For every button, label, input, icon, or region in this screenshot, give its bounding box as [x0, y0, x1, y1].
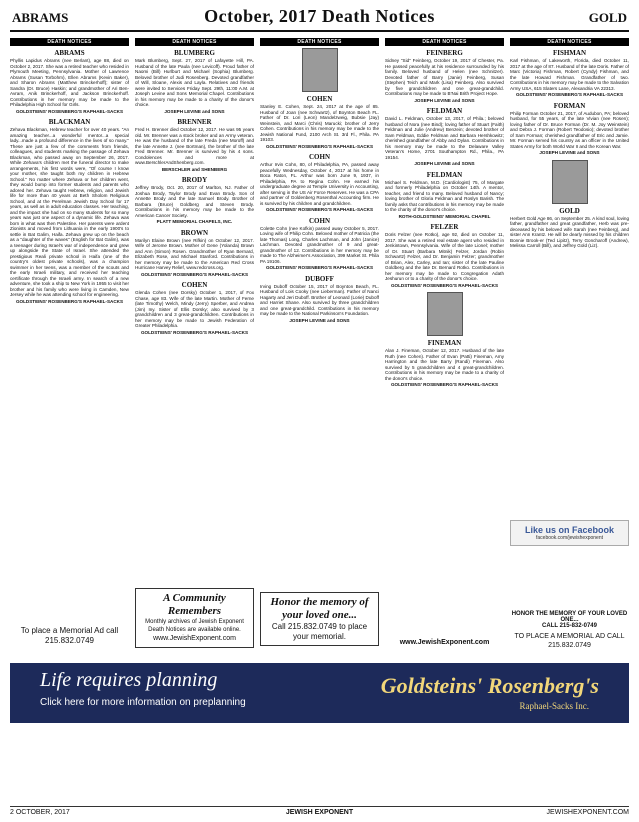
obituary-surname: FELDMAN [426, 107, 463, 115]
column-5 [510, 38, 629, 652]
obituary-text: Stanley E. Cohen, Sept. 24, 2017 at the age of 85. Husband of Joan (nee Schwartz), of Boynton Beach FL. Father of Dr. Lori (Leon) Mandelzweig, Bubsie (Jay) Weinstein, and Marci (Chris) Marucki; brother of Jerry Cohen. Contributions in his memory may be made to the Jewish National Fund, 2100 Arch St. 3rd Fl., Phila. PA 19103. [260, 104, 379, 142]
obituary-text: Karl Fishman, of Lakeworth, Florida, died October 11, 2017 at the age of 87. Husband of the late Doris. Father of Marc (Victoria) Fishman, Robert (Cyndy) Fishman, and the late Howard Fishman. Grandfather of two. Contributions in his memory may be made to the Salvation Army USA, 615 Slaters Lane, Alexandria VA 22313. [510, 58, 629, 91]
obituary-surname: COHN [309, 153, 330, 161]
footer-publication: JEWISH EXPONENT [285, 809, 354, 816]
column-2 [135, 38, 254, 652]
obituary-surname: FISHMAN [552, 49, 587, 57]
obituary [135, 118, 254, 172]
obituary [135, 176, 254, 225]
portrait-photo [552, 160, 588, 204]
obituary-surname: BLACKMAN [48, 118, 91, 126]
obituary-surname: COHN [309, 216, 330, 225]
memorial-ad: To place a Memorial Ad call 215.832.0749 [20, 626, 119, 645]
funeral-home: JOSEPH LEVINE and SONS [289, 317, 350, 323]
obituary-text: Zehava Blackman, Hebrew teacher for over 40 years. "An amazing teacher...a wonderful mentor...a special lady...made a profound difference in the lives of so many." These are just a few of the comments from friends, colleagues, and students marking the passage of Zehava Blackman, who passed away on September 26, 2017. While Zehava's children met the funeral director to make arrangements, his first words were, "Of course I know your mother, she taught both my children in Hebrew School." No matter where Zehava or her children went, they would bump into former students and parents who adored her. Zehava taught Hebrew, religion, and Jewish life for more than 40 years at Beth Sholom Religious School, and at the Perelman Jewish Day School for 17 years, as well as in adult education classes. Her teaching, and the impact she had on so many students for so many years was just one aspect of a dynamic life. Zehava was born in what was then Palestine. Her parents were ardent Zionists and moved from Lithuania in the early 1900's to settle in Bat Galim, Haifa. Zehava grew up on the beach as a "daughter of the waves" (English for Bat Galim), was a teenager during Israel's war of independence and grew up alongside the State of Israel. She attended the prestigious Reali private school in Haifa (one of the country's oldest private schools), was a champion swimmer in her teens, was a member of the scouts and the early Israeli military, and received her teaching certificate through the Israeli army. In search of a new adventure, she took a ship to New York in 1955 to visit her brother and his family who were living in Camden, New Jersey while he was attending school for engineering. [10, 127, 129, 297]
funeral-home-logo: Goldsteins' Rosenberg's [380, 673, 599, 698]
community-remembers-ad[interactable] [135, 588, 254, 648]
column-3 [260, 38, 379, 652]
page-footer [10, 806, 629, 819]
obituary-list [10, 49, 129, 304]
column-4 [385, 38, 504, 652]
obituary [510, 160, 629, 249]
obituary-surname: FINEMAN [427, 339, 462, 347]
obituary-text: Irving Duboff October 15, 2017 of Boynton Beach, FL. Husband of Lois Cooky (nee Lieberman). Father of Nanci Hagarty and Jeri Duboff. Brother of Leonard (Lorie) Duboff and Harriet Shane. Also survived by three grandchildren and one great-grandchild. Contributions in his memory may be made to the National Parkinson's Foundation. [260, 283, 379, 316]
website-link[interactable]: www.JewishExponent.com [399, 639, 490, 646]
preplanning-banner[interactable] [10, 663, 629, 723]
obituary [385, 223, 504, 288]
funeral-home: ROTH-GOLDSTEINS' MEMORIAL CHAPEL [398, 213, 491, 219]
obituary-text: Marilyn Elaine Brown (nee Rifkin) on October 12, 2017. Wife of Jerome Brown. Mother of Gene (Yolanda) Brown and Ann (Simon) Rosen. Grandmother of Ryan Bernard, Elizabeth Rose, and Michael Stanford. Contributions in her memory may be made to the American Red Cross Hurricane Harvey Relief, www.redcross.org. [135, 237, 254, 270]
obituary-text: Glenda Cohen (nee Dorsky) October 1, 2017, of Fox Chase, age 83. Wife of the late Martin. Mother of Ferne (late Timothy) Welch, Mindy (Jerry) Sperber, and Andrea (Jim) Iny. Sister of Ellis Dorsky; also survived by 3 grandchildren and 3 great-grandchildren. Contributions in her memory may be made to Jewish Federation of Greater Philadelphia. [135, 290, 254, 328]
portrait-photo [427, 292, 463, 336]
obituary-surname: BROWN [180, 228, 209, 237]
obituary-list [260, 48, 379, 323]
facebook-ad[interactable] [510, 520, 629, 546]
obituary-text: Michael S. Feldman, M.D. (Cardiologist) 75, of Margate and formerly Philadelphia on October 14th. A mentor, teacher, and friend to many. Beloved husband of Nancy; loving brother of Gloria Feldman and Roslyn Barish. The family asks that contributions in his memory may be made to the charity of the donor's choice. [385, 179, 504, 212]
ad-title: A Community Remembers [163, 592, 226, 617]
honor-memory-ad [260, 592, 379, 646]
section-label: DEATH NOTICES [385, 38, 504, 46]
funeral-home: GOLDSTEINS' ROSENBERG'S RAPHAEL-SACKS [265, 265, 374, 270]
section-label: DEATH NOTICES [135, 38, 254, 46]
obituary-surname: DUBOFF [305, 274, 334, 283]
memorial-ad [510, 611, 629, 650]
obituary-text: David L. Feldman, October 13, 2017, of Phila.; beloved husband of Nora (nee Bind); loving father of Stuart (Faith) Feldman and Julie (Andrew) Benzein; devoted brother of Sam Feldman, Eddie Feldman and Barbara Hershkowitz; cherished grandfather of Abby and Dylan. Contributions in his memory may be made to the Delaware Valley Veteran's Home, 2701 Southampton Rd., Phila., PA 19154. [385, 116, 504, 160]
funeral-home: JOSEPH LEVINE and SONS [539, 150, 600, 155]
obituary-surname: BLUMBERG [174, 49, 215, 57]
obituary [510, 102, 629, 156]
facebook-url[interactable]: facebook.com/jewishexponent [536, 535, 603, 541]
banner-link[interactable]: Click here for more information on preplanning [40, 697, 246, 708]
footer-website[interactable]: JEWISHEXPONENT.COM [546, 809, 629, 816]
obituary-surname: BRENNER [177, 118, 212, 126]
page-header [10, 6, 629, 32]
funeral-home: GOLDSTEINS' ROSENBERG'S RAPHAEL-SACKS [140, 271, 249, 277]
funeral-home: PLATT MEMORIAL CHAPELS, INC. [156, 219, 233, 224]
obituary-text: Sidney "Sid" Feinberg, October 19, 2017 of Chester, Pa. He passed peacefully at his residence surrounded by his family. Beloved husband of Helen (nee Schnitzer). Devoted father of Barry (Janie) Feinberg, Susan (Stephen) Teich and Mark (Lisa) Feinberg. Also survived by five grandchildren and one great-grandchild. Contributions may be made to B'Nai Brith Project Hope. [385, 58, 504, 96]
funeral-home: GOLDSTEINS' ROSENBERG'S RAPHAEL-SACKS [15, 108, 124, 114]
obituary-list [510, 49, 629, 249]
obituary-surname: FELDMAN [426, 170, 463, 179]
obituary-surname: COHEN [306, 95, 333, 103]
obituary [135, 281, 254, 335]
obituary-text: Colette Cohn (nee Kofkin) passed away October 5, 2017. Loving wife of Philip Cohn. Beloved mother of Patricia (the late Thomas) Long, Charles Lachman, and John (Janice) Lachman. Devoted grandmother of 9 and great-grandmother of 12. Contributions in her memory may be made to The Alzheimer's Association, 399 Market St. Phila PA 19106. [260, 225, 379, 264]
funeral-home: GOLDSTEINS' ROSENBERG'S RAPHAEL-SACKS [515, 92, 624, 97]
obituary-list [385, 49, 504, 388]
ad-title: HONOR THE MEMORY OF YOUR LOVED ONE... [511, 611, 628, 623]
funeral-home: GOLDSTEINS' ROSENBERG'S RAPHAEL-SACKS [15, 298, 124, 304]
obituary [135, 49, 254, 114]
banner-title: Life requires planning [40, 669, 218, 691]
obituary-text: Philip Forman October 21, 2017, of Audubon, PA; beloved husband, for 55 years, of the late Vivian (nee Rosen); loving father of Dr. Bruce Forman (Dr. M. Joy Weinstein) and Debra J. Forman (Robert Teodosio); devoted brother of Sam Forman; cherished grandfather of Eric and Jamie. Mr. Forman served his country as an officer in the United States Army for both World War II and the Korean War. [510, 110, 629, 149]
obituary-text: Phyllis Lapidus Abrams (nee Berlant), age 88, died on October 2, 2017. She was a retired teacher who resided in Plymouth Meeting, Pennsylvania. Mother of Lawrence Abrams (Susan Torbohm), Ellen Abrams (Kevin Baker), and Sharon Abrams (Matthew Brinckerhoff); sister of Sandra (Dr. Bruce) Haskin; and grandmother of Ari Ben-Avram, Anik Brinckerhoff, and Jackson Brinckerhoff. Contributions in her memory may be made to the Philadelphia High School for Girls. [10, 58, 129, 107]
portrait-photo [302, 48, 338, 92]
funeral-home: GOLDSTEINS' ROSENBERG'S RAPHAEL-SACKS [265, 143, 374, 149]
ad-subtext: Call 215.832.0749 to place your memorial. [271, 622, 368, 641]
obituary-list [135, 49, 254, 335]
obituary [10, 118, 129, 304]
funeral-home: BERSCHLER and SHENBERG [161, 166, 228, 172]
header-right-name: GOLD [588, 10, 627, 25]
section-label: DEATH NOTICES [260, 38, 379, 46]
obituary [260, 48, 379, 149]
ad-title: Honor the memory of your loved one... [270, 596, 369, 621]
obituary-surname: BRODY [181, 176, 208, 184]
obituary [260, 275, 379, 324]
ad-subtext: Monthly archives of Jewish Exponent Death Notices are available online. [145, 619, 244, 633]
obituary-surname: ABRAMS [54, 49, 85, 57]
obituary-text: Doris Felzer (nee Rotko), age 92, died on October 11, 2017. She was a retired real estate agent who resided in Jenkintown, Pennsylvania. Wife of the late Lionel; mother of Dr. Stuart (Barbara Mitnik) Felzer, Jordan (Robin Schwartz) Felzer, and Dr. Benjamin Felzer; grandmother of Brian, Alex, Carley, and Ian; sister of the late Pauline Goldberg and the late Dr. Bernard Rotko. Contributions in her memory may be made to Congregation Adath Jeshurun or to a charity of the donor's choice. [385, 232, 504, 281]
obituary [260, 217, 379, 271]
obituary-surname: FEINBERG [426, 49, 463, 57]
facebook-title: Like us on Facebook [524, 525, 615, 535]
obituary-text: Alan J. Fineman, October 12, 2017. Husband of the late Ruth (nee Cohen). Father of Evan (Patti) Fineman, Amy Harrington and the late Barry (Randi) Fineman. Also survived by 5 grandchildren and 4 great-grandchildren. Contributions in his memory may be made to a charity of the donor's choice. [385, 348, 504, 381]
obituary [10, 49, 129, 114]
footer-date: 2 OCTOBER, 2017 [10, 809, 70, 816]
section-label: DEATH NOTICES [10, 38, 129, 46]
funeral-home: JOSEPH LEVINE and SONS [414, 161, 475, 166]
obituary-surname: COHEN [181, 281, 208, 289]
obituary [135, 229, 254, 278]
obituary-surname: FELZER [430, 223, 459, 231]
obituary [385, 292, 504, 388]
obituary [385, 49, 504, 103]
obituary-text: Jeffrey Brody, Oct. 20, 2017 of Marlton, NJ. Father of Joshua Brody, Taylor Brody and Evan Brody. Son of Annette Brody and the late Samuel Brody. Brother of Barbara (Bruce) Goldberg and Steven Brody. Contributions in his memory may be made to the American Cancer Society. [135, 185, 254, 218]
obituary [385, 171, 504, 220]
obituary-text: Herbert Gold Age 86, on September 25. A kind soul, loving father, grandfather and great grandfather, Herb was pre-deceased by his beloved wife Sarah (nee Feinberg), and sister Ann Krantz. He will be dearly missed by his children Bonnie Brook-er (Ted Lipitz), Terry Goncharoff (Andrew), Melissa Carroll (Bill), and Jeffrey Gold (Liz). [510, 215, 629, 248]
header-left-name: ABRAMS [12, 10, 69, 25]
obituary-columns [10, 38, 629, 652]
obituary-surname: GOLD [559, 206, 580, 215]
obituary [385, 107, 504, 167]
funeral-home: GOLDSTEINS' ROSENBERG'S RAPHAEL-SACKS [390, 282, 499, 288]
ad-subtext: TO PLACE A MEMORIAL AD CALL 215.832.0749 [514, 633, 625, 649]
obituary [510, 49, 629, 98]
section-label: DEATH NOTICES [510, 38, 629, 46]
page-title: October, 2017 Death Notices [204, 6, 435, 26]
obituary-surname: FORMAN [553, 101, 586, 110]
funeral-home: GOLDSTEINS' ROSENBERG'S RAPHAEL-SACKS [140, 329, 249, 335]
ad-url[interactable]: www.JewishExponent.com [153, 635, 236, 642]
funeral-home-logo-sub: Raphael-Sacks Inc. [519, 701, 589, 711]
obituary-text: Arthur Irvin Cohn, 80, of Philadelphia, PA, passed away peacefully Wednesday, October 4, 2017 at his home in Boca Raton, FL. Arthur was born June 9, 1937, in Philadelphia, PA to Regina Cohn. He earned his undergraduate degree at Temple University in Accounting, after serving in the US Air Force Reserves. He was a CPA and partner of Goldenberg Rosenthal Accounting firm. He is survived by his children and grandchildren. [260, 162, 379, 206]
funeral-home: GOLDSTEINS' ROSENBERG'S RAPHAEL-SACKS [390, 382, 499, 387]
obituary-text: Mark Blumberg, Sept. 27, 2017 of Lafayette Hill, PA. Husband of the late Paula (nee Levicoff). Proud father of Naomi (Bill) Hurlburt and Michael (Sophia) Blumberg. Beloved brother of Judi Rosenberg. Devoted grandfather of Will, Sloane, Alexis and Layla. Relatives and friends were invited to Services Friday Sept. 29th, 11:00 A.M. at Joseph Levine and Sons Memorial Chapel. Contributions in his memory may be made to a charity of the donor's choice. [135, 58, 254, 107]
column-1 [10, 38, 129, 652]
funeral-home: JOSEPH LEVINE and SONS [164, 108, 225, 114]
obituary-text: Fred H. Brenner died October 12, 2017. He was 95 years old. Mr. Brenner was a stock broker and an Army veteran. He was the husband of the late Freda (nee Moroff) and the late Annette J. (nee Bortman), the brother of the late Fred Brenner. Mr. Brenner is survived by his 4 sons. Condolences and more at www.BerschlerAndShenberg.com. [135, 127, 254, 165]
obituary [260, 153, 379, 213]
funeral-home: JOSEPH LEVINE and SONS [414, 97, 475, 103]
funeral-home: GOLDSTEINS' ROSENBERG'S RAPHAEL-SACKS [265, 207, 374, 212]
ad-phone: CALL 215-832-0749 [542, 623, 597, 629]
